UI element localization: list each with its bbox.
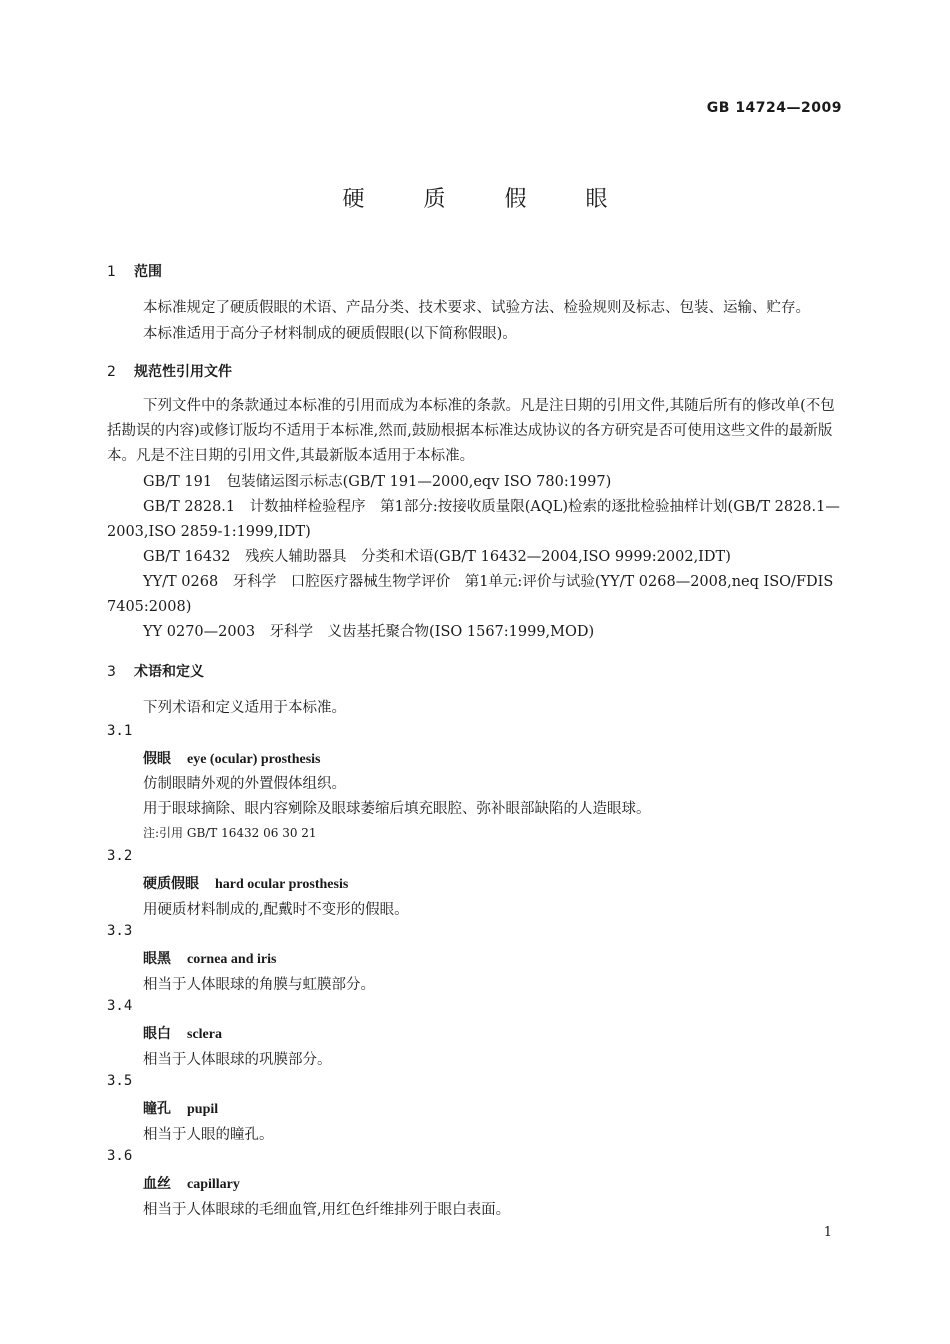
- section-number: 2: [107, 364, 116, 380]
- term-en: eye (ocular) prosthesis: [187, 752, 321, 767]
- reference-item: YY 0270—2003 牙科学 义齿基托聚合物(ISO 1567:1999,MOD): [143, 624, 595, 640]
- clause-number: 3.4: [107, 998, 133, 1014]
- clause-number: 3.6: [107, 1148, 133, 1164]
- term-definition: 相当于人体眼球的毛细血管,用红色纤维排列于眼白表面。: [143, 1202, 511, 1218]
- term-en: pupil: [187, 1102, 219, 1117]
- term-en: hard ocular prosthesis: [215, 877, 349, 892]
- term-definition: 相当于人体眼球的巩膜部分。: [143, 1052, 332, 1068]
- scope-paragraph-1: 本标准规定了硬质假眼的术语、产品分类、技术要求、试验方法、检验规则及标志、包装、运输、贮存。: [143, 300, 810, 316]
- term-en: cornea and iris: [187, 952, 277, 967]
- term-zh: 硬质假眼: [143, 876, 199, 892]
- section-number: 1: [107, 264, 116, 280]
- term-zh: 眼白: [143, 1026, 171, 1042]
- document-title: 硬 质 假 眼: [342, 187, 634, 212]
- term-zh: 血丝: [143, 1176, 171, 1192]
- reference-item: YY/T 0268 牙科学 口腔医疗器械生物学评价 第1单元:评价与试验(YY/T 0268—2008,neq ISO/FDIS 7405:2008): [107, 574, 834, 615]
- term-definition: 用硬质材料制成的,配戴时不变形的假眼。: [143, 902, 409, 918]
- term-zh: 眼黑: [143, 951, 171, 967]
- term-entry: [143, 1173, 240, 1193]
- term-entry: [143, 948, 276, 968]
- section-title: 范围: [134, 264, 162, 280]
- section-title: 术语和定义: [134, 664, 204, 680]
- reference-item: GB/T 191 包装储运图示标志(GB/T 191—2000,eqv ISO 780:1997): [143, 474, 612, 490]
- term-definition: 相当于人眼的瞳孔。: [143, 1127, 274, 1143]
- references-intro: 下列文件中的条款通过本标准的引用而成为本标准的条款。凡是注日期的引用文件,其随后所有的修改单(不包括勘误的内容)或修订版均不适用于本标准,然而,鼓励根据本标准达成协议的各方研究是否可使用这些文件的最新版本。凡是不注日期的引用文件,其最新版本适用于本标准。: [107, 398, 835, 464]
- clause-number: 3.2: [107, 848, 133, 864]
- term-zh: 假眼: [143, 751, 171, 767]
- reference-item: GB/T 2828.1 计数抽样检验程序 第1部分:按接收质量限(AQL)检索的逐批检验抽样计划(GB/T 2828.1—2003,ISO 2859-1:1999,IDT): [107, 499, 840, 540]
- clause-number: 3.1: [107, 723, 133, 739]
- term-definition: 用于眼球摘除、眼内容剜除及眼球萎缩后填充眼腔、弥补眼部缺陷的人造眼球。: [143, 801, 651, 817]
- term-note: 注:引用 GB/T 16432 06 30 21: [143, 826, 317, 840]
- term-entry: [143, 1023, 222, 1043]
- section-title: 规范性引用文件: [134, 364, 232, 380]
- standard-code: GB 14724—2009: [706, 100, 842, 116]
- section-heading-normative-references: [107, 361, 232, 381]
- clause-number: 3.5: [107, 1073, 133, 1089]
- term-entry: [143, 873, 348, 893]
- terms-intro: 下列术语和定义适用于本标准。: [143, 700, 346, 716]
- section-number: 3: [107, 664, 116, 680]
- scope-paragraph-2: 本标准适用于高分子材料制成的硬质假眼(以下简称假眼)。: [143, 326, 517, 342]
- section-heading-scope: [107, 261, 162, 281]
- term-en: capillary: [187, 1177, 240, 1192]
- term-entry: [143, 748, 321, 768]
- reference-item: GB/T 16432 残疾人辅助器具 分类和术语(GB/T 16432—2004,ISO 9999:2002,IDT): [143, 549, 731, 565]
- page-number: 1: [823, 1225, 832, 1240]
- term-definition: 相当于人体眼球的角膜与虹膜部分。: [143, 977, 375, 993]
- term-en: sclera: [187, 1027, 222, 1042]
- clause-number: 3.3: [107, 923, 133, 939]
- term-entry: [143, 1098, 218, 1118]
- term-definition: 仿制眼睛外观的外置假体组织。: [143, 776, 346, 792]
- term-zh: 瞳孔: [143, 1101, 171, 1117]
- section-heading-terms: [107, 661, 204, 681]
